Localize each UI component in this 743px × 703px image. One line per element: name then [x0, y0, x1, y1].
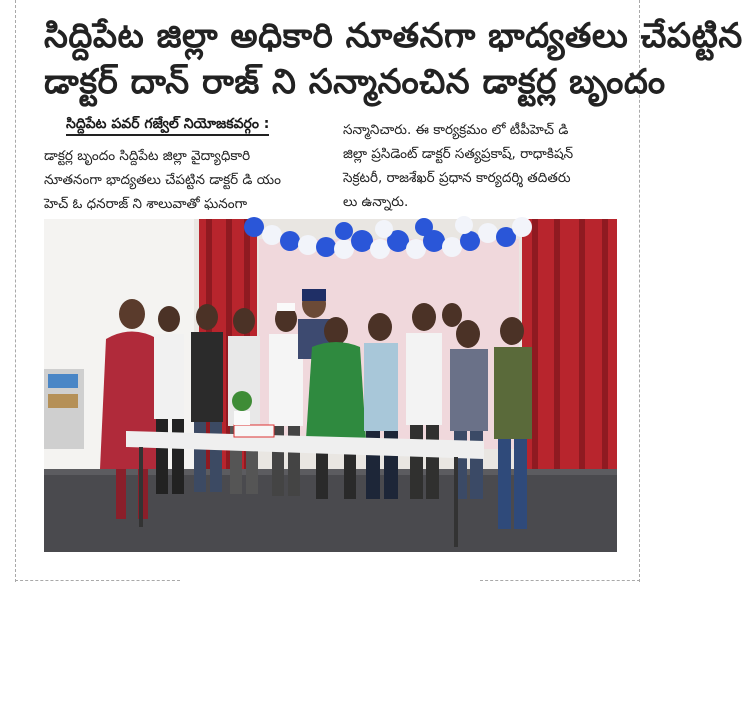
cut-line-right — [480, 580, 640, 581]
dateline: సిద్దిపేట పవర్ గజ్వేల్ నియోజకవర్గం : — [66, 114, 269, 136]
article-column-right — [343, 118, 623, 214]
column-line: హెచ్ ఓ ధనరాజ్ ని శాలువాతో ఘనంగా — [44, 196, 248, 212]
floor — [44, 469, 617, 552]
column-line: లు ఉన్నారు. — [343, 194, 409, 210]
group-photo — [44, 219, 617, 552]
column-line: జిల్లా ప్రసిడెంట్ డాక్టర్ సత్యప్రకాష్, రాధాకిషన్ — [343, 146, 574, 162]
group-photo-illustration — [44, 219, 617, 552]
headline-line-2: డాక్టర్ దాన్ రాజ్ ని సన్మానంచిన డాక్టర్ల బృందం — [44, 62, 666, 102]
column-line: సెక్రటరీ, రాజశేఖర్ ప్రధాన కార్యదర్శి తదితరు — [343, 170, 571, 186]
column-line: సన్మానిచారు. ఈ కార్యక్రమం లో టీపీహెచ్ డి — [343, 122, 569, 138]
headline-line-1: సిద్దిపేట జిల్లా అధికారి నూతనగా భాద్యతలు చేపట్టిన — [44, 16, 743, 56]
column-line: డాక్టర్ల బృందం సిద్దిపేట జిల్లా వైద్యాధికారి — [44, 148, 251, 164]
column-line: నూతనంగా భాద్యతలు చేపట్టిన డాక్టర్ డి యం — [44, 172, 281, 188]
cut-line-left — [15, 580, 180, 581]
article-column-left — [44, 144, 324, 216]
